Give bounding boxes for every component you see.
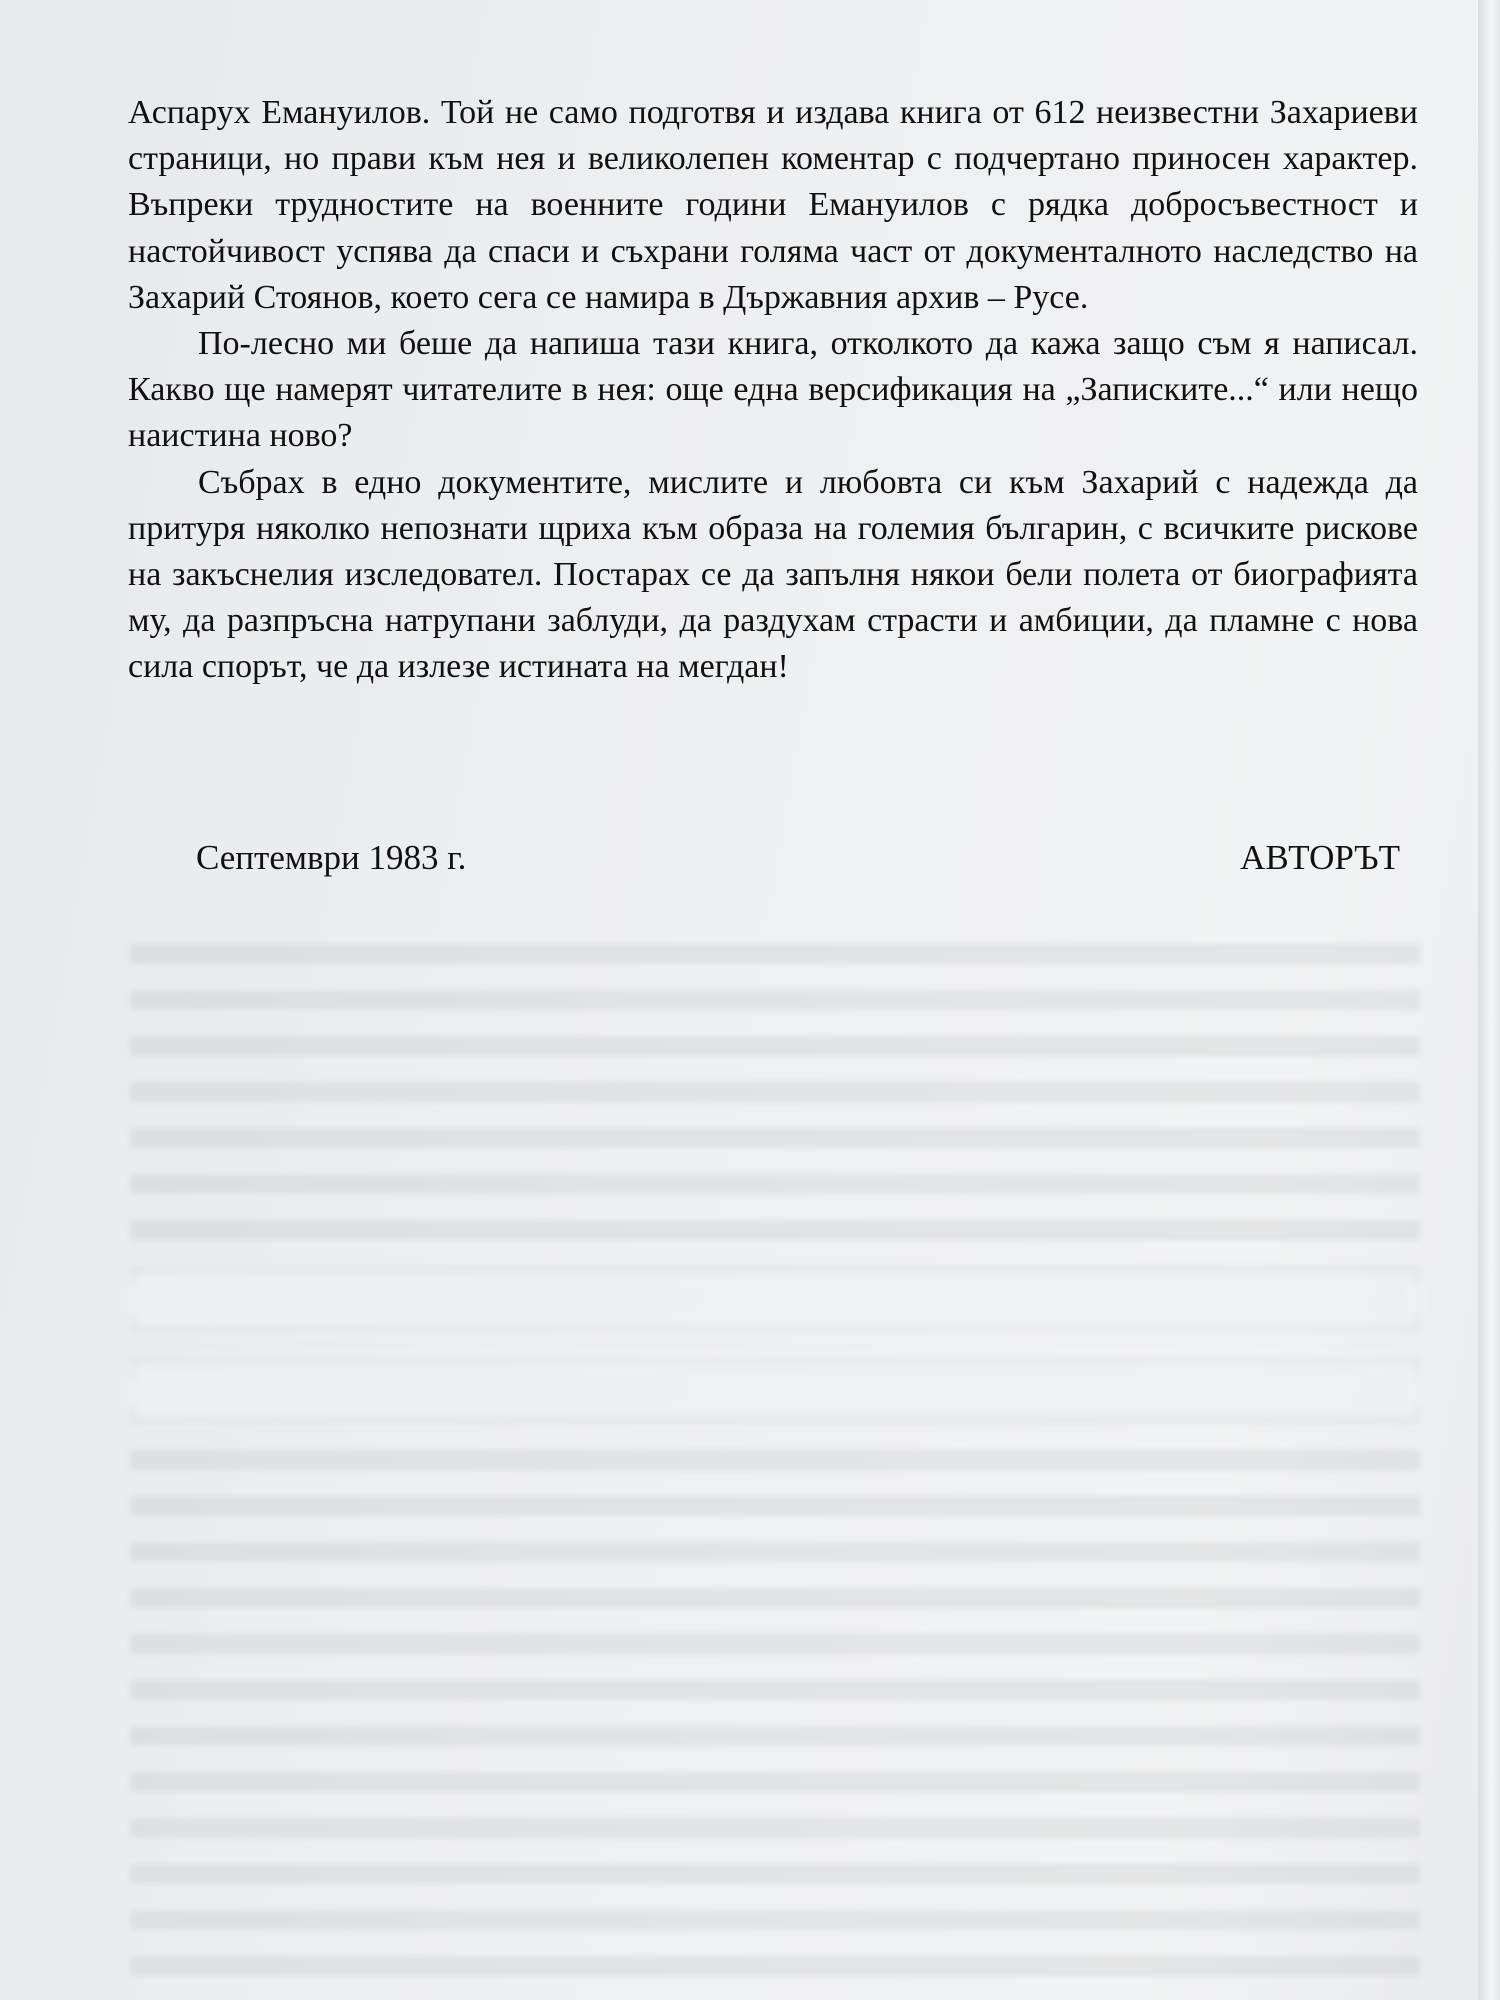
page-edge — [1478, 0, 1500, 2000]
paragraph: Събрах в едно документите, мислите и любовта си към Захарий с надежда да притуря няколко непознати щриха към образа на големия българин, с всичките рискове на закъснелия изследовател. Постарах се да запълня някои бели полета от биографията му, да разпръсна натрупани заблуди, да раздухам страсти и амбиции, да пламне с нова сила спорът, че да излезе истината на мегдан! — [128, 463, 1418, 686]
bleed-gap — [130, 1360, 1420, 1420]
signature-date: Септември 1983 г. — [196, 838, 467, 877]
body-text — [128, 90, 1418, 691]
signature-row — [196, 838, 1400, 878]
bleed-gap — [130, 1270, 1420, 1330]
paragraph: По-лесно ми беше да напиша тази книга, отколкото да кажа защо съм я написал. Какво ще намерят читателите в нея: още една версификация на „Записките...“ или нещо наистина ново? — [128, 325, 1418, 455]
bleed-through-text — [130, 930, 1420, 1980]
paragraph: Аспарух Емануилов. Той не само подготвя и издава книга от 612 неизвестни Захариеви страници, но прави към нея и великолепен коментар с подчертано приносен характер. Въпреки трудностите на военните години Емануилов с рядка добросъвестност и настойчивост успява да спаси и съхрани голяма част от документалното наследство на Захарий Стоянов, което сега се намира в Държавния архив – Русе. — [128, 94, 1418, 316]
signature-author: АВТОРЪТ — [1240, 838, 1400, 877]
